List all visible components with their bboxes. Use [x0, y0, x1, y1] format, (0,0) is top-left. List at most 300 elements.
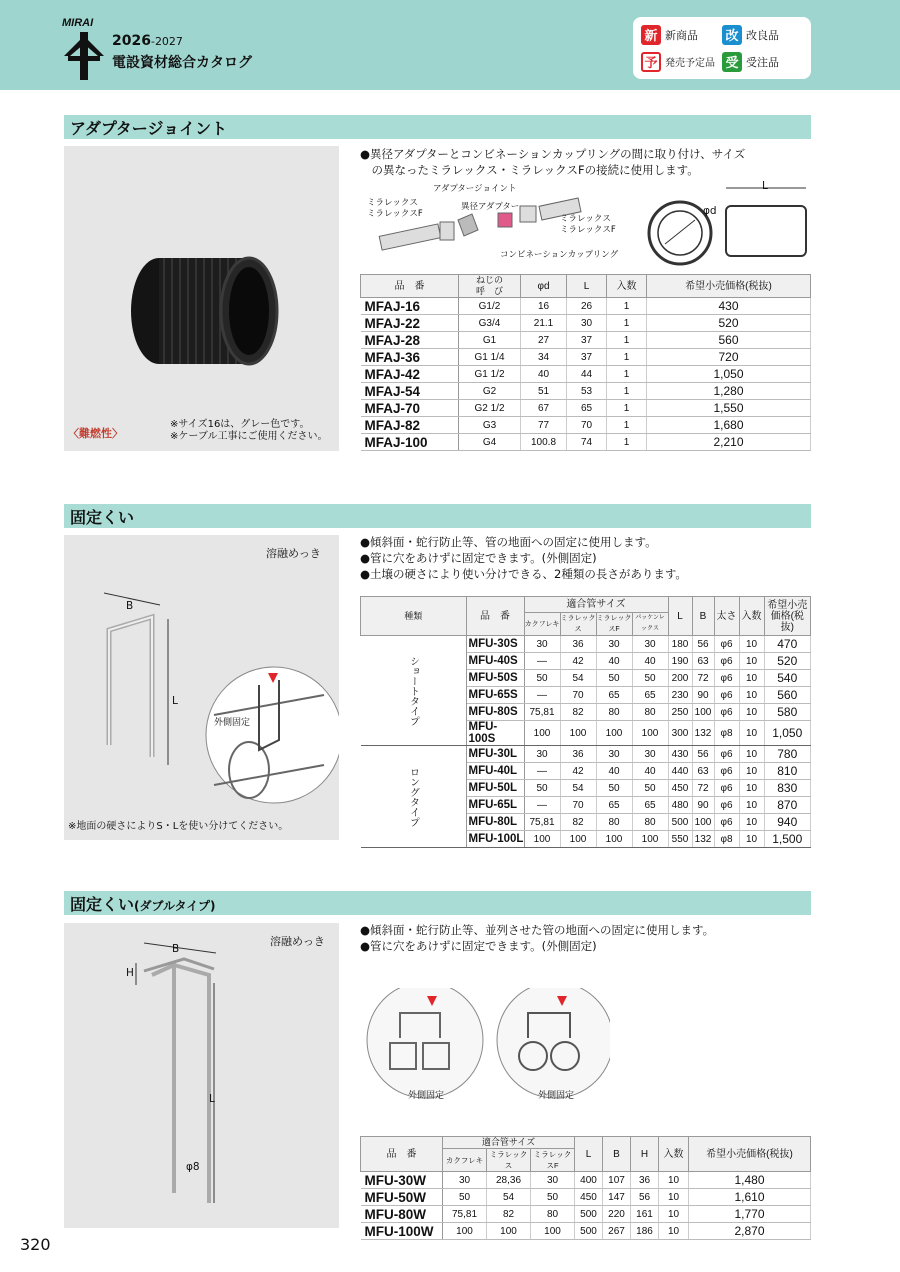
section-adapter-joint-title: アダプタージョイント: [64, 115, 811, 139]
table-cell: φ6: [714, 797, 739, 814]
reducer-label: 異径アダプター: [461, 202, 520, 212]
table-cell: 1: [607, 332, 647, 349]
legend-box: [633, 17, 811, 79]
th-dbl-qty: 入数: [659, 1137, 689, 1172]
table-cell: 80: [596, 704, 632, 721]
table-cell: 450: [575, 1189, 603, 1206]
table-cell: 37: [567, 332, 607, 349]
th-dbl-L: L: [575, 1137, 603, 1172]
table-cell: φ6: [714, 746, 739, 763]
table-cell: 44: [567, 366, 607, 383]
table-row: [361, 400, 811, 417]
table-cell: G2 1/2: [459, 400, 521, 417]
double-dim-B: B: [172, 943, 180, 955]
price-cell: 580: [764, 704, 811, 721]
table-cell: 53: [567, 383, 607, 400]
th-dbl-sub-mira: ミラレックス: [487, 1149, 531, 1172]
table-cell: —: [524, 653, 560, 670]
double-stake-photo: [64, 923, 339, 1228]
table-cell: 10: [739, 831, 764, 848]
product-code: MFU-50S: [466, 670, 524, 687]
price-cell: 870: [764, 797, 811, 814]
table-cell: 75,81: [443, 1206, 487, 1223]
table-cell: 40: [596, 763, 632, 780]
table-row: [361, 434, 811, 451]
table-cell: G3: [459, 417, 521, 434]
table-cell: 72: [692, 670, 714, 687]
catalog-year: 2026-2027: [112, 33, 183, 49]
double-fix-label-2: 外側固定: [538, 1091, 575, 1101]
double-fix-diagrams-icon: [365, 988, 610, 1103]
table-cell: 63: [692, 653, 714, 670]
table-cell: 10: [659, 1223, 689, 1240]
stake-desc-3: ●土壌の硬さにより使い分けできる、2種類の長さがあります。: [360, 567, 687, 581]
table-cell: 100.8: [521, 434, 567, 451]
table-cell: φ8: [714, 831, 739, 848]
stake-fix-label: 外側固定: [214, 718, 251, 728]
table-cell: 82: [560, 704, 596, 721]
double-stake-plating-label: 溶融めっき: [270, 935, 325, 948]
table-cell: 107: [603, 1172, 631, 1189]
stake-photo: [64, 535, 339, 840]
double-stake-subtitle: (ダブルタイプ): [134, 899, 216, 913]
page-number: 320: [20, 1235, 51, 1254]
table-cell: 16: [521, 298, 567, 315]
product-code: MFAJ-36: [361, 349, 459, 366]
table-cell: 1: [607, 298, 647, 315]
table-cell: —: [524, 763, 560, 780]
double-desc-2: ●管に穴をあけずに固定できます。(外側固定): [360, 939, 597, 953]
table-cell: G1 1/4: [459, 349, 521, 366]
double-desc-1: ●傾斜面・蛇行防止等、並列させた管の地面への固定に使用します。: [360, 923, 715, 937]
table-cell: 80: [632, 814, 668, 831]
table-cell: 100: [596, 831, 632, 848]
table-cell: 67: [521, 400, 567, 417]
stake-desc-1: ●傾斜面・蛇行防止等、管の地面への固定に使用します。: [360, 535, 657, 549]
th-sub-packen: パッケンレックス: [632, 613, 668, 636]
mirai-logo-icon: [62, 14, 112, 84]
table-cell: 65: [567, 400, 607, 417]
table-cell: 63: [692, 763, 714, 780]
th-dbl-sub-kaku: カクフレキ: [443, 1149, 487, 1172]
table-cell: 30: [632, 636, 668, 653]
table-row: [361, 1223, 811, 1240]
product-code: MFU-80S: [466, 704, 524, 721]
th-size: 適合管サイズ: [524, 597, 668, 613]
th-price: 希望小売価格(税抜): [647, 275, 811, 298]
adapter-note-2: ※ケーブル工事にご使用ください。: [170, 431, 328, 442]
product-code: MFU-100L: [466, 831, 524, 848]
double-stake-image-icon: [64, 923, 339, 1228]
product-code: MFU-65L: [466, 797, 524, 814]
table-cell: 56: [692, 746, 714, 763]
table-cell: 36: [560, 636, 596, 653]
table-cell: 10: [739, 653, 764, 670]
table-row: [361, 383, 811, 400]
table-cell: 500: [668, 814, 692, 831]
table-cell: 34: [521, 349, 567, 366]
table-cell: 100: [560, 831, 596, 848]
table-cell: 161: [631, 1206, 659, 1223]
table-cell: —: [524, 797, 560, 814]
svg-text:MIRAI: MIRAI: [62, 17, 94, 29]
product-code: MFU-30L: [466, 746, 524, 763]
stake-desc-2: ●管に穴をあけずに固定できます。(外側固定): [360, 551, 597, 565]
table-cell: 40: [521, 366, 567, 383]
table-cell: 500: [575, 1223, 603, 1240]
table-cell: 37: [567, 349, 607, 366]
table-cell: 1: [607, 315, 647, 332]
table-cell: G1 1/2: [459, 366, 521, 383]
product-code: MFU-40L: [466, 763, 524, 780]
table-cell: 65: [632, 687, 668, 704]
table-row: [361, 366, 811, 383]
price-cell: 780: [764, 746, 811, 763]
adapter-desc-1: ●異径アダプターとコンビネーションカップリングの間に取り付け、サイズ: [360, 147, 746, 161]
table-cell: 30: [596, 636, 632, 653]
table-cell: 42: [560, 653, 596, 670]
table-cell: 30: [524, 746, 560, 763]
type-group-label: ロングタイプ: [361, 746, 467, 848]
legend-improved-label: 改良品: [746, 28, 779, 42]
table-row: [361, 417, 811, 434]
planned-badge-icon: 予: [641, 52, 661, 72]
table-cell: 51: [521, 383, 567, 400]
price-cell: 470: [764, 636, 811, 653]
table-cell: 1: [607, 400, 647, 417]
improved-badge-icon: 改: [722, 25, 742, 45]
table-cell: 72: [692, 780, 714, 797]
table-cell: 42: [560, 763, 596, 780]
th-code: 品 番: [361, 275, 459, 298]
price-cell: 940: [764, 814, 811, 831]
table-cell: 50: [531, 1189, 575, 1206]
price-cell: 1,500: [764, 831, 811, 848]
dim-d-label: φd: [703, 205, 717, 217]
table-cell: φ6: [714, 704, 739, 721]
table-cell: 50: [443, 1189, 487, 1206]
double-stake-table: [360, 1136, 811, 1240]
table-cell: 180: [668, 636, 692, 653]
table-cell: 40: [632, 653, 668, 670]
table-cell: 132: [692, 831, 714, 848]
table-cell: 100: [560, 721, 596, 746]
order-badge-icon: 受: [722, 52, 742, 72]
table-cell: 100: [596, 721, 632, 746]
table-row: [361, 746, 811, 763]
table-cell: φ6: [714, 636, 739, 653]
table-cell: —: [524, 687, 560, 704]
table-cell: G1/2: [459, 298, 521, 315]
page-header: [0, 0, 900, 90]
product-code: MFAJ-54: [361, 383, 459, 400]
product-code: MFAJ-82: [361, 417, 459, 434]
table-cell: 50: [524, 780, 560, 797]
product-code: MFAJ-70: [361, 400, 459, 417]
table-cell: 100: [524, 721, 560, 746]
table-cell: 30: [531, 1172, 575, 1189]
table-cell: 70: [560, 687, 596, 704]
product-code: MFAJ-42: [361, 366, 459, 383]
price-cell: 1,680: [647, 417, 811, 434]
table-cell: 300: [668, 721, 692, 746]
price-cell: 540: [764, 670, 811, 687]
product-code: MFU-30S: [466, 636, 524, 653]
table-cell: 10: [739, 797, 764, 814]
table-cell: 56: [631, 1189, 659, 1206]
table-cell: 30: [524, 636, 560, 653]
table-cell: φ6: [714, 814, 739, 831]
product-code: MFU-100W: [361, 1223, 443, 1240]
table-cell: 80: [596, 814, 632, 831]
th-sub-miraF: ミラレックスF: [596, 613, 632, 636]
price-cell: 1,050: [764, 721, 811, 746]
stake-dim-L: L: [172, 695, 178, 707]
table-cell: 30: [443, 1172, 487, 1189]
table-cell: φ6: [714, 763, 739, 780]
table-cell: 30: [632, 746, 668, 763]
double-dim-L: L: [209, 1093, 215, 1105]
table-cell: 10: [739, 687, 764, 704]
table-cell: 10: [739, 636, 764, 653]
th-dbl-size: 適合管サイズ: [443, 1137, 575, 1149]
price-cell: 720: [647, 349, 811, 366]
new-badge-icon: 新: [641, 25, 661, 45]
th-stake-t: 太さ: [714, 597, 739, 636]
catalog-title: 電設資材総合カタログ: [112, 55, 252, 71]
table-cell: 480: [668, 797, 692, 814]
table-cell: 10: [659, 1172, 689, 1189]
table-cell: 65: [596, 687, 632, 704]
price-cell: 520: [764, 653, 811, 670]
table-cell: 100: [524, 831, 560, 848]
price-cell: 560: [647, 332, 811, 349]
table-cell: 65: [596, 797, 632, 814]
table-cell: 90: [692, 687, 714, 704]
table-cell: 1: [607, 366, 647, 383]
product-code: MFU-65S: [466, 687, 524, 704]
table-row: [361, 1206, 811, 1223]
price-cell: 1,770: [689, 1206, 811, 1223]
price-cell: 520: [647, 315, 811, 332]
price-cell: 1,480: [689, 1172, 811, 1189]
table-cell: 36: [631, 1172, 659, 1189]
product-code: MFAJ-100: [361, 434, 459, 451]
table-cell: 26: [567, 298, 607, 315]
table-cell: 1: [607, 383, 647, 400]
table-cell: 40: [596, 653, 632, 670]
table-cell: φ6: [714, 780, 739, 797]
table-cell: 100: [487, 1223, 531, 1240]
product-code: MFU-100S: [466, 721, 524, 746]
table-cell: G2: [459, 383, 521, 400]
price-cell: 1,610: [689, 1189, 811, 1206]
table-cell: 10: [739, 746, 764, 763]
th-dbl-B: B: [603, 1137, 631, 1172]
product-code: MFU-80W: [361, 1206, 443, 1223]
table-cell: 190: [668, 653, 692, 670]
table-cell: 1: [607, 417, 647, 434]
table-cell: 70: [567, 417, 607, 434]
product-code: MFAJ-16: [361, 298, 459, 315]
table-cell: 550: [668, 831, 692, 848]
table-cell: 54: [560, 780, 596, 797]
stake-table: [360, 596, 811, 848]
table-cell: 75,81: [524, 814, 560, 831]
double-dim-H: H: [126, 967, 134, 979]
table-cell: 74: [567, 434, 607, 451]
legend-order-label: 受注品: [746, 55, 779, 69]
table-cell: 50: [632, 780, 668, 797]
th-dbl-H: H: [631, 1137, 659, 1172]
section-double-stake-title: [64, 891, 811, 915]
adapter-note-1: ※サイズ16は、グレー色です。: [170, 419, 310, 430]
table-cell: G1: [459, 332, 521, 349]
th-d: φd: [521, 275, 567, 298]
table-cell: 56: [692, 636, 714, 653]
table-row: [361, 332, 811, 349]
table-cell: 10: [659, 1206, 689, 1223]
miralex-right-label: ミラレックス ミラレックスF: [560, 214, 616, 235]
stake-dim-B: B: [126, 600, 134, 612]
th-sub-mira: ミラレックス: [560, 613, 596, 636]
table-cell: 30: [567, 315, 607, 332]
table-cell: 100: [692, 704, 714, 721]
table-cell: 77: [521, 417, 567, 434]
flame-retardant-label: 〈難燃性〉: [68, 427, 123, 440]
table-cell: φ6: [714, 687, 739, 704]
table-cell: 1: [607, 349, 647, 366]
table-cell: G3/4: [459, 315, 521, 332]
table-cell: 54: [560, 670, 596, 687]
table-cell: 10: [739, 721, 764, 746]
table-cell: 230: [668, 687, 692, 704]
table-cell: 90: [692, 797, 714, 814]
legend-planned-label: 発売予定品: [665, 58, 715, 69]
table-row: [361, 298, 811, 315]
table-cell: 10: [739, 763, 764, 780]
product-code: MFU-80L: [466, 814, 524, 831]
stake-note: ※地面の硬さによりS・Lを使い分けてください。: [68, 821, 289, 832]
th-dbl-sub-miraF: ミラレックスF: [531, 1149, 575, 1172]
table-cell: 100: [632, 831, 668, 848]
table-cell: 1: [607, 434, 647, 451]
th-stake-L: L: [668, 597, 692, 636]
table-cell: φ6: [714, 670, 739, 687]
table-row: [361, 349, 811, 366]
table-cell: φ8: [714, 721, 739, 746]
table-cell: 450: [668, 780, 692, 797]
th-stake-price: 希望小売価格(税抜): [764, 597, 811, 636]
type-group-label: ショートタイプ: [361, 636, 467, 746]
th-stake-code: 品 番: [466, 597, 524, 636]
table-row: [361, 315, 811, 332]
table-row: [361, 1172, 811, 1189]
adapter-joint-label: アダプタージョイント: [433, 184, 517, 194]
table-cell: 50: [524, 670, 560, 687]
adapter-table: [360, 274, 811, 451]
table-cell: 54: [487, 1189, 531, 1206]
th-stake-B: B: [692, 597, 714, 636]
table-cell: 250: [668, 704, 692, 721]
table-cell: 10: [739, 814, 764, 831]
double-fix-label-1: 外側固定: [408, 1091, 445, 1101]
table-cell: 100: [443, 1223, 487, 1240]
price-cell: 2,210: [647, 434, 811, 451]
price-cell: 1,050: [647, 366, 811, 383]
price-cell: 430: [647, 298, 811, 315]
price-cell: 1,280: [647, 383, 811, 400]
table-cell: 28,36: [487, 1172, 531, 1189]
table-cell: 440: [668, 763, 692, 780]
price-cell: 2,870: [689, 1223, 811, 1240]
table-cell: 100: [632, 721, 668, 746]
table-cell: 10: [739, 704, 764, 721]
th-dbl-code: 品 番: [361, 1137, 443, 1172]
th-thread: ねじの 呼 び: [459, 275, 521, 298]
th-qty: 入数: [607, 275, 647, 298]
table-cell: 50: [632, 670, 668, 687]
table-cell: 82: [487, 1206, 531, 1223]
table-cell: 147: [603, 1189, 631, 1206]
table-cell: 100: [692, 814, 714, 831]
adapter-desc-2: の異なったミラレックス・ミラレックスFの接続に使用します。: [360, 163, 699, 177]
table-cell: 21.1: [521, 315, 567, 332]
table-cell: 132: [692, 721, 714, 746]
th-stake-qty: 入数: [739, 597, 764, 636]
table-cell: 30: [596, 746, 632, 763]
table-cell: 70: [560, 797, 596, 814]
table-cell: 10: [659, 1189, 689, 1206]
table-cell: G4: [459, 434, 521, 451]
th-type: 種類: [361, 597, 467, 636]
price-cell: 1,550: [647, 400, 811, 417]
stake-image-icon: [64, 535, 339, 840]
table-cell: 50: [596, 670, 632, 687]
double-dim-d: φ8: [186, 1161, 200, 1173]
table-row: [361, 636, 811, 653]
table-cell: 80: [632, 704, 668, 721]
table-cell: 40: [632, 763, 668, 780]
table-cell: 186: [631, 1223, 659, 1240]
table-cell: 400: [575, 1172, 603, 1189]
adapter-joint-photo: [64, 146, 339, 451]
table-cell: 100: [531, 1223, 575, 1240]
th-L: L: [567, 275, 607, 298]
table-cell: 36: [560, 746, 596, 763]
adapter-joint-image-icon: [64, 146, 339, 451]
product-code: MFU-30W: [361, 1172, 443, 1189]
product-code: MFU-50W: [361, 1189, 443, 1206]
product-code: MFU-40S: [466, 653, 524, 670]
table-cell: 430: [668, 746, 692, 763]
miralex-left-label: ミラレックス ミラレックスF: [367, 198, 423, 219]
legend-new-label: 新商品: [665, 28, 698, 42]
table-cell: 10: [739, 670, 764, 687]
product-code: MFU-50L: [466, 780, 524, 797]
table-cell: 50: [596, 780, 632, 797]
price-cell: 830: [764, 780, 811, 797]
table-cell: 500: [575, 1206, 603, 1223]
table-cell: 267: [603, 1223, 631, 1240]
product-code: MFAJ-22: [361, 315, 459, 332]
table-cell: φ6: [714, 653, 739, 670]
section-stake-title: 固定くい: [64, 504, 811, 528]
table-cell: 200: [668, 670, 692, 687]
table-cell: 220: [603, 1206, 631, 1223]
table-cell: 75,81: [524, 704, 560, 721]
th-dbl-price: 希望小売価格(税抜): [689, 1137, 811, 1172]
